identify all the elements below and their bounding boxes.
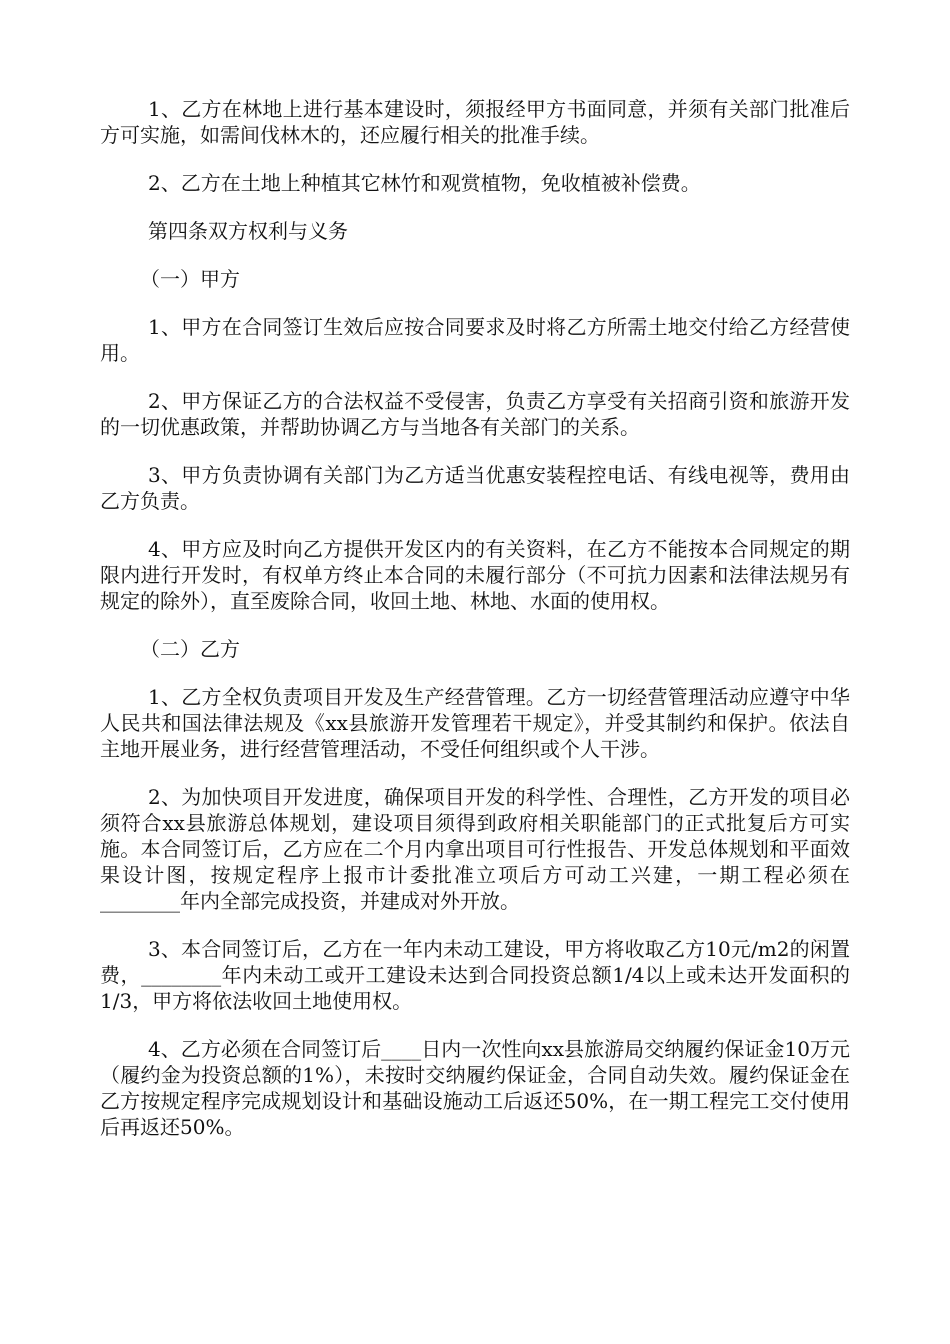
- clause-paragraph: 4、乙方必须在合同签订后____日内一次性向xx县旅游局交纳履约保证金10万元（履约金为投资总额的1%），未按时交纳履约保证金，合同自动失效。履约保证金在乙方按规定程序完成规划设计和基础设施动工后返还50%，在一期工程完工交付使用后再返还50%。: [100, 1037, 850, 1139]
- clause-paragraph: 2、乙方在土地上种植其它林竹和观赏植物，免收植被补偿费。: [148, 171, 701, 195]
- clause-paragraph: 1、乙方全权负责项目开发及生产经营管理。乙方一切经营管理活动应遵守中华人民共和国法律法规及《xx县旅游开发管理若干规定》，并受其制约和保护。依法自主地开展业务，进行经营管理活动，不受任何组织或个人干涉。: [100, 685, 850, 761]
- subsection-heading: （二）乙方: [140, 637, 240, 661]
- clause-paragraph: 2、甲方保证乙方的合法权益不受侵害，负责乙方享受有关招商引资和旅游开发的一切优惠政策，并帮助协调乙方与当地各有关部门的关系。: [100, 389, 850, 439]
- clause-paragraph: 4、甲方应及时向乙方提供开发区内的有关资料，在乙方不能按本合同规定的期限内进行开发时，有权单方终止本合同的未履行部分（不可抗力因素和法律法规另有规定的除外），直至废除合同，收回土地、林地、水面的使用权。: [100, 537, 850, 613]
- subsection-heading: （一）甲方: [140, 267, 240, 291]
- clause-paragraph: 1、乙方在林地上进行基本建设时，须报经甲方书面同意，并须有关部门批准后方可实施，如需间伐林木的，还应履行相关的批准手续。: [100, 97, 850, 147]
- clause-paragraph: 3、本合同签订后，乙方在一年内未动工建设，甲方将收取乙方10元/m2的闲置费，________年内未动工或开工建设未达到合同投资总额1/4以上或未达开发面积的1/3，甲方将依法收回土地使用权。: [100, 937, 850, 1013]
- clause-paragraph: 3、甲方负责协调有关部门为乙方适当优惠安装程控电话、有线电视等，费用由乙方负责。: [100, 463, 850, 513]
- clause-paragraph: 1、甲方在合同签订生效后应按合同要求及时将乙方所需土地交付给乙方经营使用。: [100, 315, 850, 365]
- clause-paragraph: 2、为加快项目开发进度，确保项目开发的科学性、合理性，乙方开发的项目必须符合xx县旅游总体规划，建设项目须得到政府相关职能部门的正式批复后方可实施。本合同签订后，乙方应在二个月内拿出项目可行性报告、开发总体规划和平面效果设计图，按规定程序上报市计委批准立项后方可动工兴建，一期工程必须在________年内全部完成投资，并建成对外开放。: [100, 785, 850, 913]
- section-heading: 第四条双方权利与义务: [148, 219, 348, 243]
